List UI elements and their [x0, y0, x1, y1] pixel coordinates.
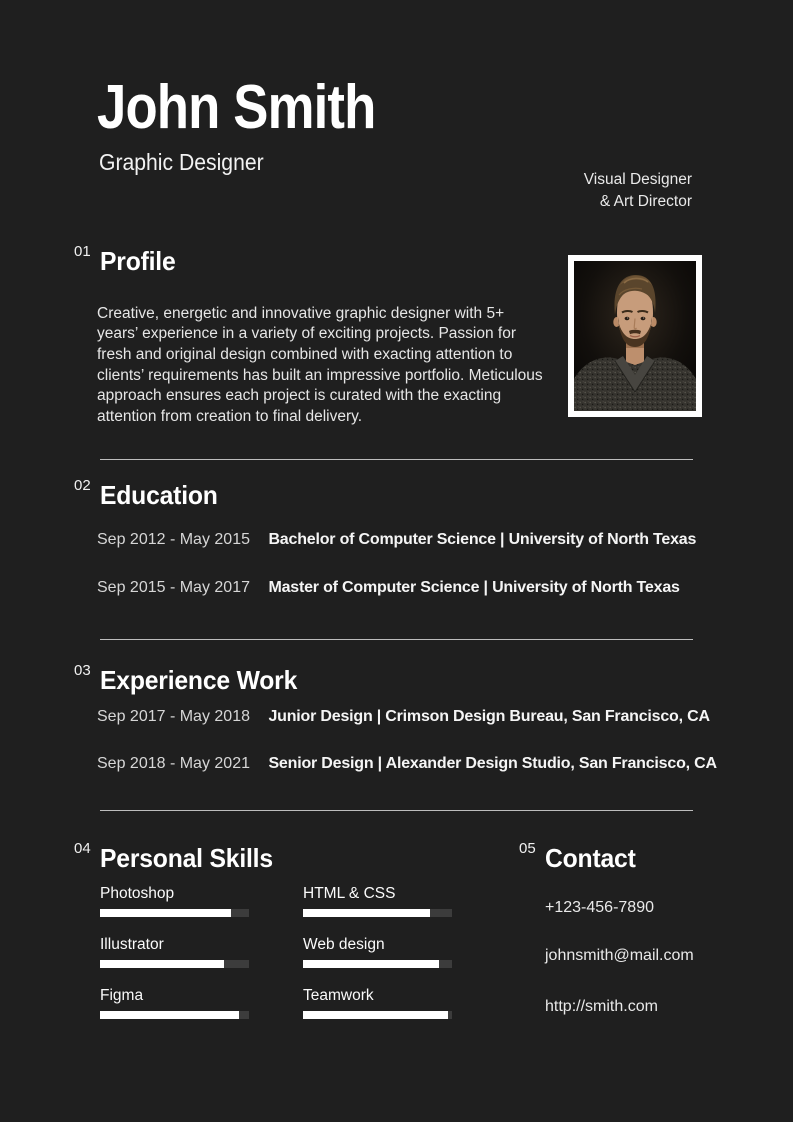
section-number: 04 — [74, 840, 91, 857]
section-divider — [100, 459, 693, 460]
section-number: 01 — [74, 243, 91, 260]
skill-label: Teamwork — [303, 987, 374, 1004]
section-heading-contact — [519, 840, 640, 873]
profile-summary: Creative, energetic and innovative graphic designer with 5+ years’ experience in a variety of exciting projects. Passion for fresh and original design combined with exacting attention to clients’ requirements has built an impressive portfolio. Meticulous approach ensures each project is curated with the exacting attention from creation to final delivery. — [97, 304, 543, 426]
skill-progress-bar — [303, 1011, 452, 1019]
section-title-experience: Experience Work — [99, 665, 297, 695]
skill-progress-fill — [303, 1011, 448, 1019]
skill-label: Photoshop — [100, 885, 175, 902]
skill-progress-fill — [100, 1011, 239, 1019]
experience-row — [97, 754, 717, 773]
contact-phone: +123-456-7890 — [545, 899, 654, 916]
section-title-contact: Contact — [544, 843, 636, 873]
section-heading-skills — [74, 840, 282, 873]
job-title: Graphic Designer — [99, 149, 264, 175]
portrait-photo — [574, 261, 696, 411]
skill-progress-fill — [100, 909, 231, 917]
skill-item — [303, 987, 452, 1019]
education-row — [97, 578, 680, 597]
education-dates: Sep 2012 - May 2015 — [97, 531, 250, 548]
skill-item — [100, 987, 249, 1019]
experience-description: Junior Design | Crimson Design Bureau, San Francisco, CA — [268, 708, 710, 725]
contact-website: http://smith.com — [545, 998, 658, 1015]
tagline-line-1: Visual Designer — [583, 171, 692, 188]
section-number: 03 — [74, 662, 91, 679]
skill-item — [303, 936, 452, 968]
person-name: John Smith — [97, 73, 376, 142]
section-title-profile: Profile — [99, 246, 176, 276]
section-number: 02 — [74, 477, 91, 494]
contact-email: johnsmith@mail.com — [545, 947, 694, 964]
skill-label: Web design — [303, 936, 385, 953]
experience-dates: Sep 2017 - May 2018 — [97, 708, 250, 725]
skill-label: Figma — [100, 987, 144, 1004]
skill-progress-bar — [303, 909, 452, 917]
education-dates: Sep 2015 - May 2017 — [97, 579, 250, 596]
portrait-photo-frame — [568, 255, 702, 417]
section-heading-experience — [74, 662, 307, 695]
education-description: Master of Computer Science | University of North Texas — [268, 579, 680, 596]
section-number: 05 — [519, 840, 536, 857]
experience-dates: Sep 2018 - May 2021 — [97, 755, 250, 772]
skills-grid — [100, 885, 452, 1019]
skill-progress-bar — [303, 960, 452, 968]
skill-progress-fill — [303, 909, 430, 917]
section-title-skills: Personal Skills — [99, 843, 273, 873]
skill-progress-fill — [100, 960, 224, 968]
skill-progress-bar — [100, 909, 249, 917]
tagline — [584, 169, 692, 212]
section-heading-education — [74, 477, 224, 510]
section-divider — [100, 810, 693, 811]
tagline-line-2: & Art Director — [599, 192, 692, 210]
skill-item — [303, 885, 452, 917]
education-description: Bachelor of Computer Science | University of North Texas — [268, 531, 697, 548]
skill-label: HTML & CSS — [303, 885, 396, 902]
experience-description: Senior Design | Alexander Design Studio, San Francisco, CA — [268, 755, 717, 772]
experience-row — [97, 707, 710, 726]
section-title-education: Education — [99, 480, 218, 510]
section-divider — [100, 639, 693, 640]
education-row — [97, 530, 696, 549]
skill-progress-bar — [100, 1011, 249, 1019]
skill-item — [100, 885, 249, 917]
contact-list — [545, 899, 745, 1029]
skill-progress-fill — [303, 960, 439, 968]
skill-progress-bar — [100, 960, 249, 968]
skill-label: Illustrator — [100, 936, 164, 953]
section-heading-profile — [74, 243, 179, 276]
skill-item — [100, 936, 249, 968]
